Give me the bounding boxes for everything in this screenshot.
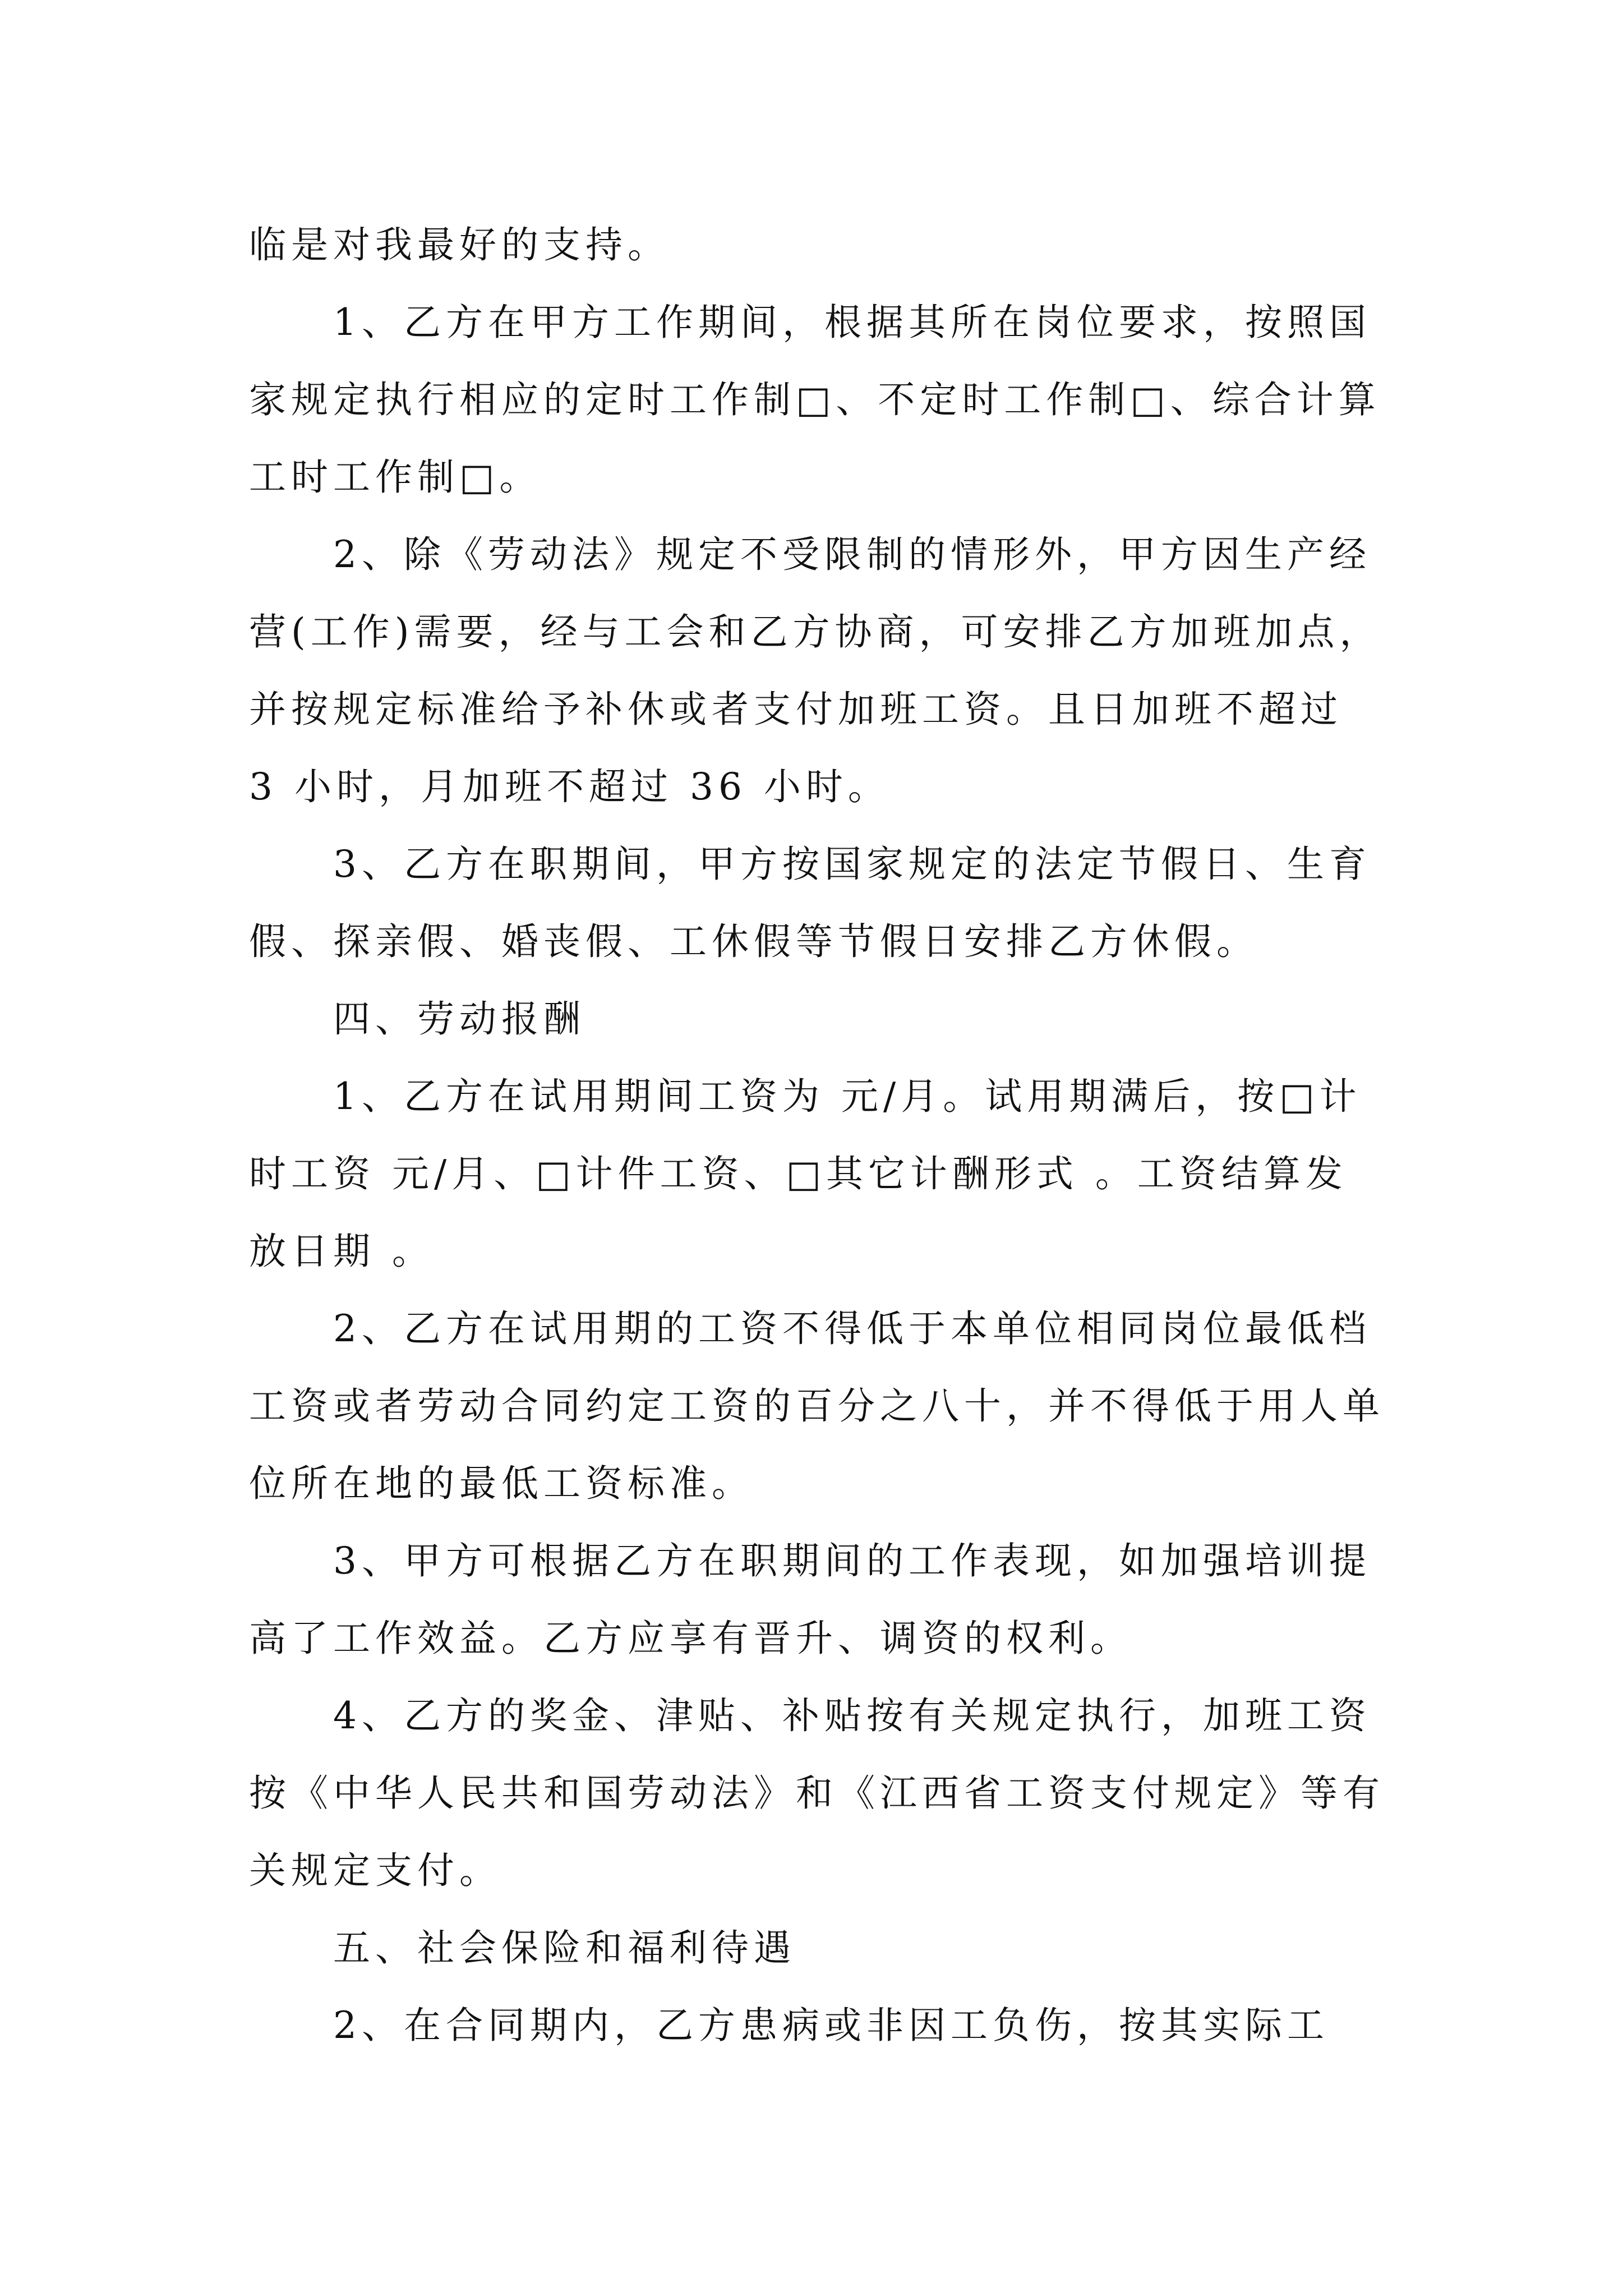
paragraph-minimum-wage: 2、乙方在试用期的工资不得低于本单位相同岗位最低档工资或者劳动合同约定工资的百分之八十，并不得低于用人单位所在地的最低工资标准。 [249,1307,1385,1505]
document-body [249,206,1386,2064]
paragraph-overtime: 2、除《劳动法》规定不受限制的情形外，甲方因生产经营(工作)需要，经与工会和乙方协商，可安排乙方加班加点，并按规定标准给予补休或者支付加班工资。且日加班不超过 3 小时，月加班不超过 36 小时。 [249,533,1382,808]
paragraph-working-hours: 1、乙方在甲方工作期间，根据其所在岗位要求，按照国家规定执行相应的定时工作制□、不定时工作制□、综合计算工时工作制□。 [249,301,1381,499]
paragraph-probation-wage: 1、乙方在试用期间工资为 元/月。试用期满后，按□计时工资 元/月、□计件工资、□其它计酬形式 。工资结算发放日期 。 [249,1075,1362,1273]
paragraph-continuation: 临是对我最好的支持。 [249,223,670,266]
section-heading-remuneration: 四、劳动报酬 [333,997,585,1041]
paragraph-bonus-allowance: 4、乙方的奖金、津贴、补贴按有关规定执行，加班工资按《中华人民共和国劳动法》和《江西省工资支付规定》等有关规定支付。 [249,1694,1385,1892]
paragraph-sick-leave: 2、在合同期内，乙方患病或非因工负伤，按其实际工 [333,2004,1329,2047]
paragraph-holidays: 3、乙方在职期间，甲方按国家规定的法定节假日、生育假、探亲假、婚丧假、工休假等节假日安排乙方休假。 [249,843,1371,963]
paragraph-promotion: 3、甲方可根据乙方在职期间的工作表现，如加强培训提高了工作效益。乙方应享有晋升、调资的权利。 [249,1539,1371,1660]
section-heading-social-insurance: 五、社会保险和福利待遇 [333,1926,796,1970]
